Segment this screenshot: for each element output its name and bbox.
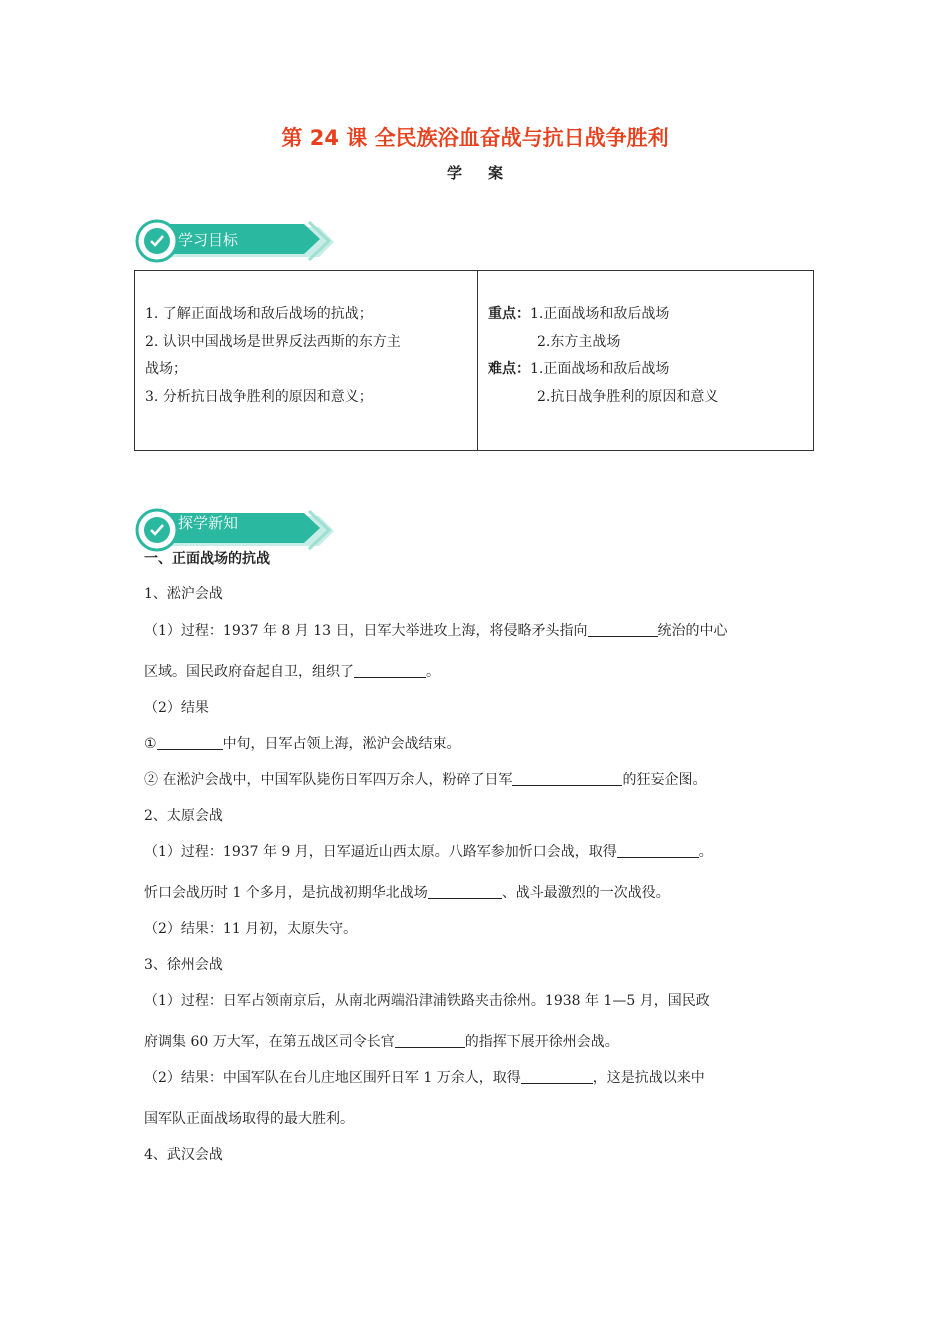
goals-table: [134, 270, 814, 451]
key-points: [478, 271, 813, 450]
text-run: 。: [698, 844, 713, 860]
paragraph-line: [144, 882, 670, 902]
key-label: 重点：: [488, 306, 530, 322]
fill-blank[interactable]: [157, 735, 223, 750]
key-point: 1.正面战场和敌后战场: [530, 306, 670, 322]
text-run: 的指挥下展开徐州会战。: [464, 1034, 619, 1050]
text-run: （1）过程：1937 年 8 月 13 日，日军大举进攻上海，将侵略矛头指向: [144, 623, 588, 639]
explore-banner-label: 探学新知: [178, 514, 239, 532]
lesson-subtitle: 学案: [446, 164, 529, 182]
subsection-title: 3、徐州会战: [144, 957, 223, 973]
paragraph-line: （2）结果: [144, 700, 209, 716]
text-run: ，这是抗战以来中: [592, 1070, 705, 1086]
fill-blank[interactable]: [395, 1033, 465, 1048]
text-run: （1）过程：1937 年 9 月，日军逼近山西太原。八路军参加忻口会战，取得: [144, 844, 617, 860]
key-point: 2.东方主战场: [537, 333, 621, 350]
text-run: 府调集 60 万大军，在第五战区司令长官: [144, 1034, 395, 1050]
fill-blank[interactable]: [617, 843, 699, 858]
paragraph-line: [144, 733, 461, 753]
paragraph-line: 国军队正面战场取得的最大胜利。: [144, 1111, 354, 1127]
paragraph-line: [144, 661, 440, 681]
goal-item: 3. 分析抗日战争胜利的原因和意义；: [145, 388, 373, 405]
paragraph-line: [144, 841, 713, 861]
fill-blank[interactable]: [354, 663, 426, 678]
section-heading: 一、正面战场的抗战: [144, 551, 270, 567]
text-run: （2）结果：中国军队在台儿庄地区围歼日军 1 万余人，取得: [144, 1070, 521, 1086]
difficult-point: 1.正面战场和敌后战场: [530, 361, 670, 377]
paragraph-line: [144, 1067, 705, 1087]
goal-item: 2. 认识中国战场是世界反法西斯的东方主: [145, 333, 401, 350]
difficult-label: 难点：: [488, 361, 530, 377]
goals-banner-label: 学习目标: [178, 231, 239, 249]
subsection-title: 2、太原会战: [144, 808, 223, 824]
paragraph-line: [144, 620, 728, 640]
text-run: 中旬，日军占领上海，淞沪会战结束。: [222, 736, 461, 752]
goal-item: 战场；: [145, 361, 187, 377]
text-run: 的狂妄企图。: [622, 772, 707, 788]
difficult-point: 2.抗日战争胜利的原因和意义: [537, 388, 719, 405]
goals-banner-graphic: [134, 219, 344, 265]
fill-blank[interactable]: [428, 884, 502, 899]
paragraph-line: （2）结果：11 月初，太原失守。: [144, 921, 358, 937]
paragraph-line: （1）过程：日军占领南京后，从南北两端沿津浦铁路夹击徐州。1938 年 1—5 月，国民政: [144, 993, 710, 1009]
paragraph-line: [144, 1031, 619, 1051]
text-run: 。: [426, 664, 440, 680]
text-run: ①: [144, 736, 157, 752]
subsection-title: 4、武汉会战: [144, 1147, 223, 1163]
subsection-title: 1、淞沪会战: [144, 586, 223, 602]
lesson-title: 第 24 课 全民族浴血奋战与抗日战争胜利: [281, 126, 669, 150]
text-run: 、战斗最激烈的一次战役。: [501, 885, 670, 901]
text-run: ② 在淞沪会战中，中国军队毙伤日军四万余人，粉碎了日军: [144, 772, 513, 788]
fill-blank[interactable]: [512, 771, 622, 786]
goals-banner: [134, 219, 344, 265]
fill-blank[interactable]: [588, 622, 658, 637]
text-run: 忻口会战历时 1 个多月，是抗战初期华北战场: [144, 885, 428, 901]
fill-blank[interactable]: [521, 1069, 593, 1084]
goals-list: [135, 271, 478, 450]
goal-item: 1. 了解正面战场和敌后战场的抗战；: [145, 306, 373, 322]
text-run: 区域。国民政府奋起自卫，组织了: [144, 664, 354, 680]
paragraph-line: [144, 769, 706, 789]
text-run: 统治的中心: [657, 623, 728, 639]
